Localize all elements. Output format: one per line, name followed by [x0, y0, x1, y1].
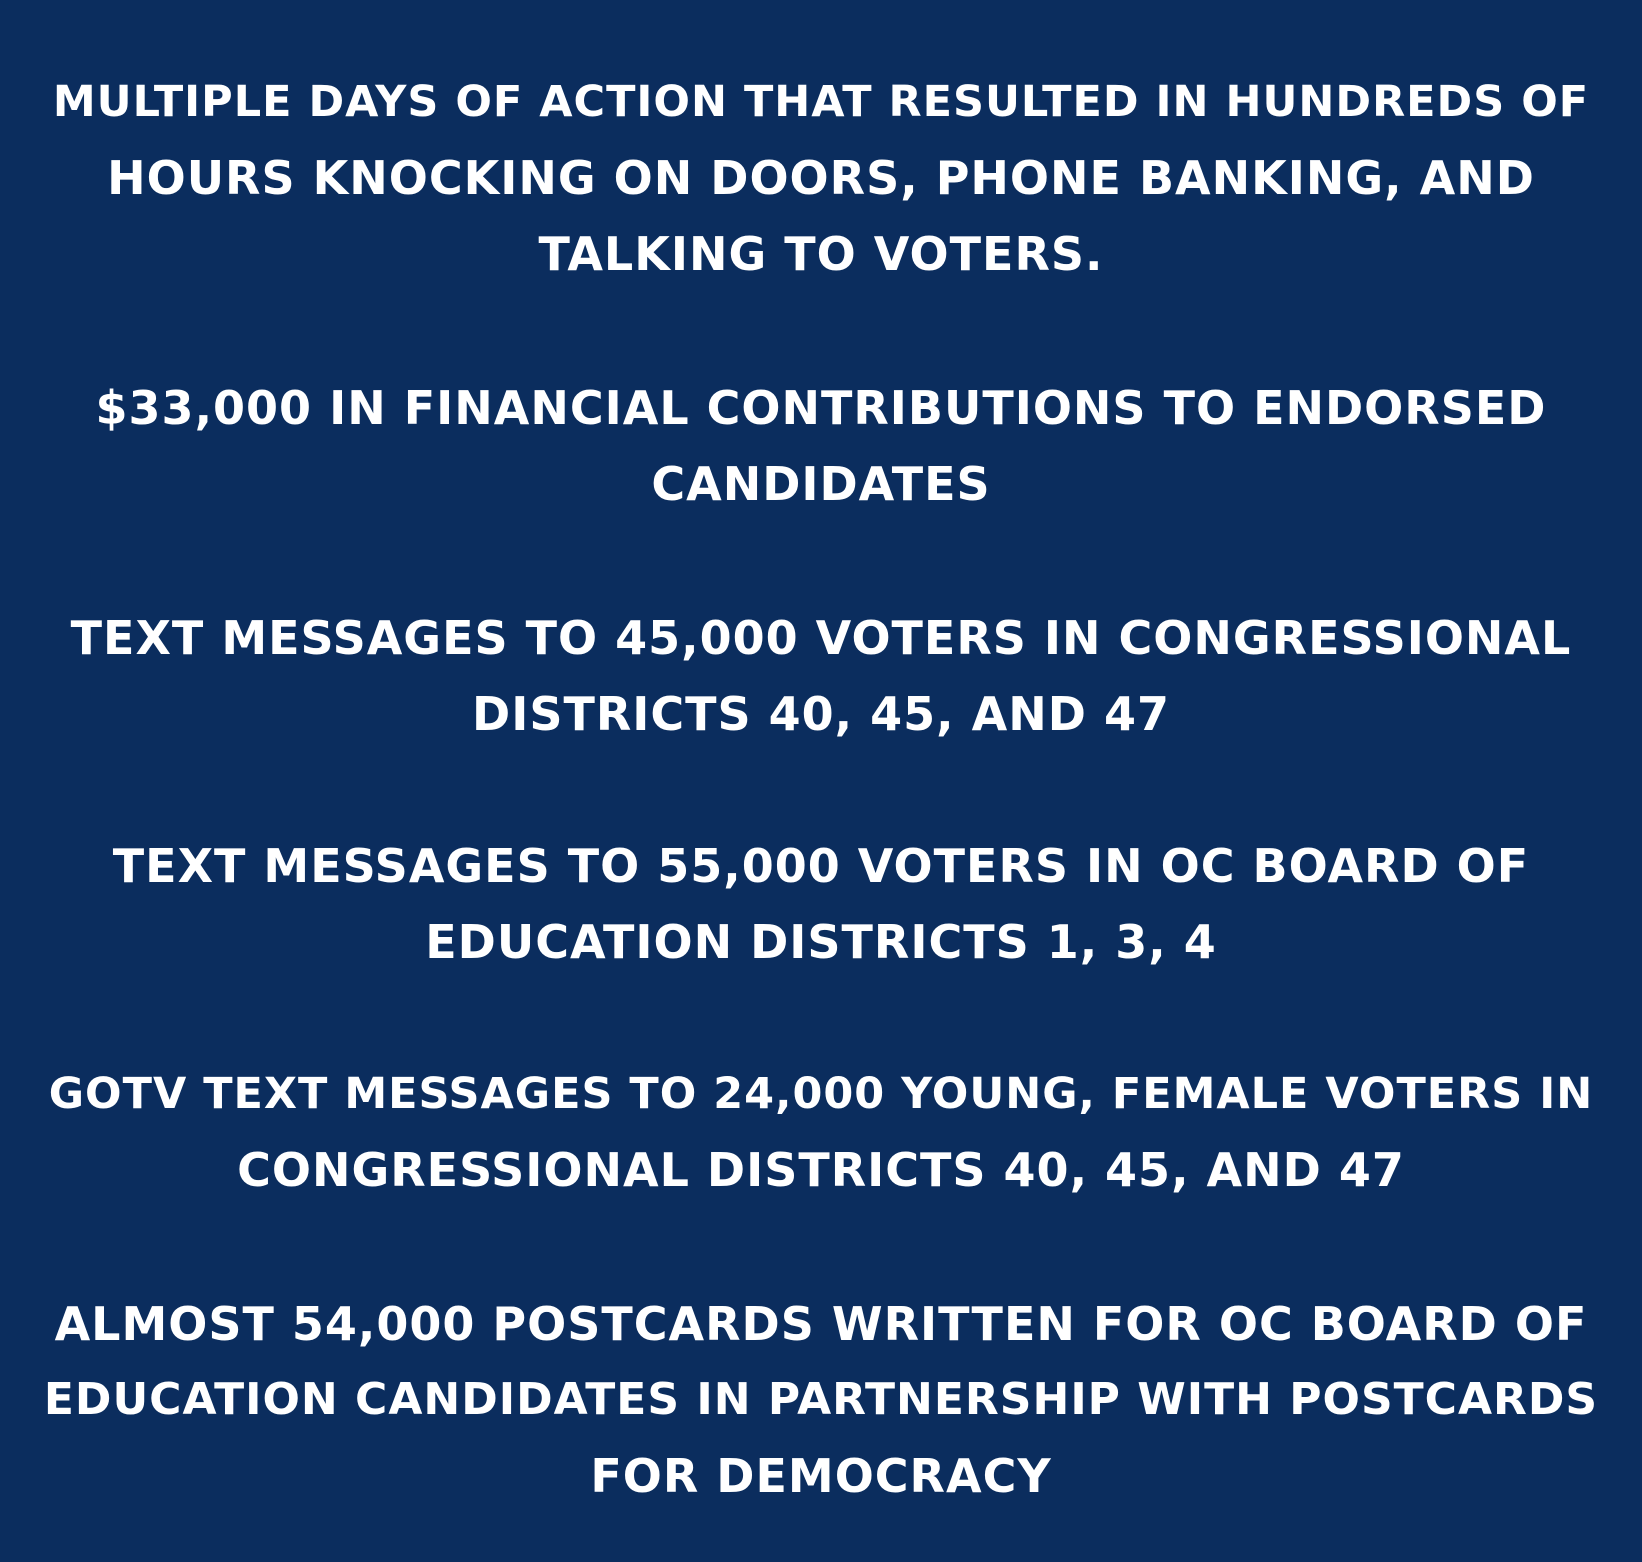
accomplishment-contributions [40, 370, 1602, 522]
text-line: EDUCATION CANDIDATES IN PARTNERSHIP WITH POSTCARDS [43, 1374, 1599, 1425]
accomplishment-board-of-education-texts [40, 828, 1602, 980]
text-line: EDUCATION DISTRICTS 1, 3, 4 [425, 915, 1217, 969]
accomplishment-gotv-texts [40, 1056, 1602, 1208]
text-line: ALMOST 54,000 POSTCARDS WRITTEN FOR OC BOARD OF [54, 1297, 1588, 1351]
text-line: CONGRESSIONAL DISTRICTS 40, 45, AND 47 [237, 1143, 1405, 1197]
accomplishment-canvassing [40, 64, 1602, 292]
text-line: CANDIDATES [651, 457, 991, 511]
text-line: TALKING TO VOTERS. [538, 227, 1104, 281]
text-line: MULTIPLE DAYS OF ACTION THAT RESULTED IN HUNDREDS OF [52, 77, 1590, 127]
text-line: HOURS KNOCKING ON DOORS, PHONE BANKING, AND [107, 151, 1535, 205]
text-line: $33,000 IN FINANCIAL CONTRIBUTIONS TO ENDORSED [95, 381, 1547, 435]
accomplishment-congressional-texts [40, 600, 1602, 752]
text-line: DISTRICTS 40, 45, AND 47 [472, 687, 1170, 741]
accomplishment-postcards [40, 1286, 1602, 1514]
text-line: TEXT MESSAGES TO 45,000 VOTERS IN CONGRESSIONAL [70, 611, 1572, 665]
text-line: TEXT MESSAGES TO 55,000 VOTERS IN OC BOARD OF [112, 839, 1530, 893]
text-line: FOR DEMOCRACY [590, 1449, 1052, 1503]
text-line: GOTV TEXT MESSAGES TO 24,000 YOUNG, FEMALE VOTERS IN [48, 1069, 1594, 1119]
